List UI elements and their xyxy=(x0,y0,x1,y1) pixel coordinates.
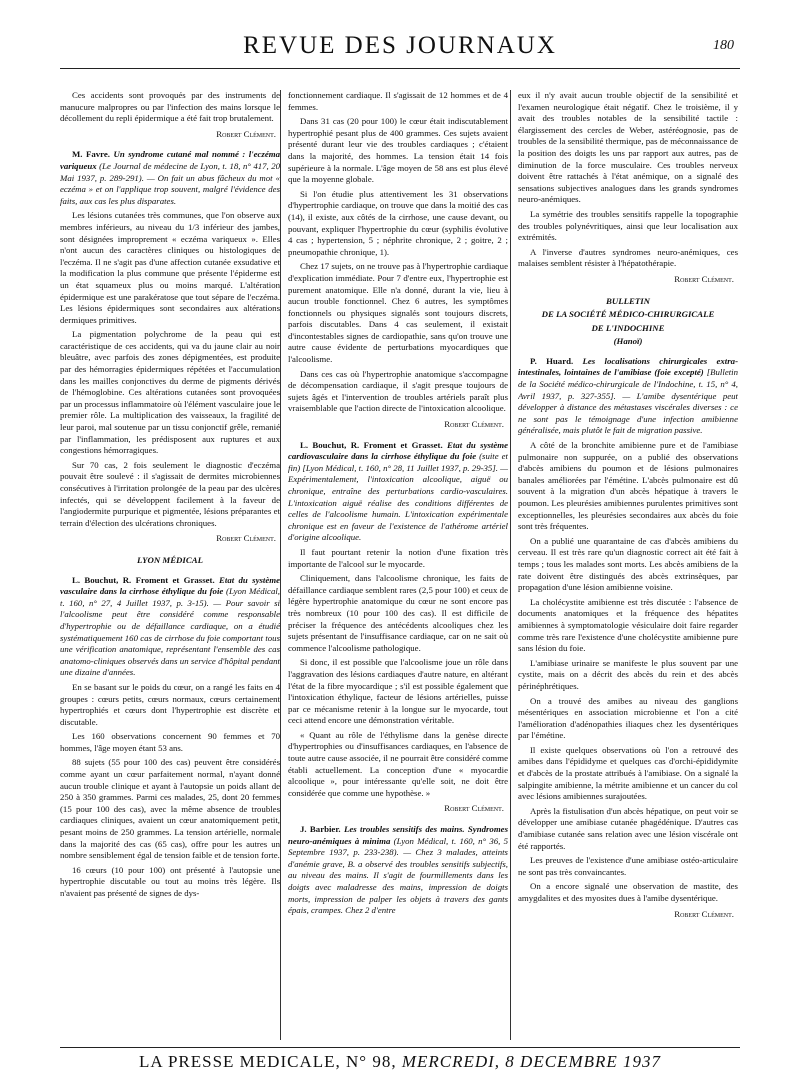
paragraph: Ces accidents sont provoqués par des instruments de manucure malpropres ou par l'infection des mains lorsque le décollement du repli épidermique a été fait trop brutalement. xyxy=(60,90,280,124)
article-author: L. Bouchut, R. Froment et Grasset. xyxy=(300,439,443,450)
article-reference: (Le Journal de médecine de Lyon, t. 18, n° 417, 20 Mai 1937, p. 289-291). — On fait un abus fâcheux du mot « eczéma » et on l'applique trop souvent, malgré l'évidence des faits, aux cas les plus disparates. xyxy=(60,160,280,206)
paragraph: On a trouvé des amibes au niveau des ganglions mésentériques en association microbienne et l'on a cité l'amélioration d'adénopathies iliaques chez les dysentériques par l'émétine. xyxy=(518,695,738,741)
footer-line xyxy=(60,1052,740,1072)
signature: Robert Clément. xyxy=(444,419,504,430)
footer-date: MERCREDI, 8 DECEMBRE 1937 xyxy=(401,1052,662,1071)
paragraph: A l'inverse d'autres syndromes neuro-anémiques, ces malaises semblent résister à l'hépatothérapie. xyxy=(518,246,738,269)
paragraph: Les preuves de l'existence d'une amibiase ostéo-articulaire ne sont pas très convaincantes. xyxy=(518,855,738,877)
paragraph: Cliniquement, dans l'alcoolisme chronique, les faits de défaillance cardiaque semblent rares (2,5 pour 100) et ceux de légère hypertrophie anatomique du cœur ne sont encore pas très nombreux (10 pour 100 des cas). Il est difficile de préciser la fréquence des antécédents alcooliques chez les sujets présentant de l'insuffisance cardiaque, car on ne sait où commence l'alcoolisme pathologique. xyxy=(288,573,508,653)
signature: Robert Clément. xyxy=(674,908,734,919)
paragraph: Après la fistulisation d'un abcès hépatique, on peut voir se développer une amibiase cutanée phagédénique. D'autres cas d'amibiase cutanée sans relation avec une lésion viscérale ont été rapportés. xyxy=(518,805,738,851)
article-author: M. Favre. xyxy=(72,149,111,160)
article-reference: (suite et fin) [Lyon Médical, t. 160, n° 28, 11 Juillet 1937, p. 29-35]. — Expérimentalement, l'intoxication alcoolique, aiguë ou chronique, entraîne des perturbations cardio-vasculaires. L'intoxication aiguë réalise des conditions différentes de celles de l'alcoolisme humain. L'intoxication expérimentale chronique est en faveur de l'existence de l'athérome artériel d'origine alcoolique. xyxy=(288,451,508,543)
paragraph: Il existe quelques observations où l'on a retrouvé des amibes dans l'épididyme et quelques cas d'orchi-épididymite et d'abcès de la prostate attribués à l'amibiase. On a signalé la salpingite amibienne, la métrite amibienne et un cancer du col avec lésions amibiennes surajoutées. xyxy=(518,744,738,802)
column-divider-1 xyxy=(280,90,281,1040)
bulletin-heading-city: (Hanoï) xyxy=(613,336,643,347)
article-author: J. Barbier. xyxy=(300,824,341,835)
bulletin-heading-region: DE L'INDOCHINE xyxy=(591,322,665,333)
column-3 xyxy=(518,90,738,1040)
column-divider-2 xyxy=(510,90,511,1040)
paragraph: 88 sujets (55 pour 100 des cas) peuvent être considérés comme ayant un cœur parfaitement normal, n'ayant donné aucun trouble clinique et ayant à l'autopsie un poids allant de 250 à 350 grammes. Parmi ces malades, 25, dont 20 femmes (15 pour 100 des cas), avec la même absence de troubles cardiaques cliniques, avaient un cœur anatomiquement petit, pesant moins de 250 grammes. La tension artérielle, normale dans la majorité des cas (65 cas), offre pour les autres un nombre sensiblement égal de tension faible et de tension forte. xyxy=(60,757,280,861)
article-favre xyxy=(60,149,280,207)
article-barbier xyxy=(288,824,508,917)
signature: Robert Clément. xyxy=(216,533,276,544)
paragraph: La symétrie des troubles sensitifs rappelle la topographie des troubles polynévritiques, ainsi que leur localisation aux extrémités. xyxy=(518,208,738,243)
paragraph: La cholécystite amibienne est très discutée : l'absence de documents anatomiques et la fréquence des hépatites amibiennes à symptomatologie vésiculaire doit faire regarder comme très rare l'existence d'une cholécystite amibienne pure sans lésion du foie. xyxy=(518,596,738,654)
journal-section-title: REVUE DES JOURNAUX xyxy=(243,32,557,59)
paragraph: Si donc, il est possible que l'alcoolisme joue un rôle dans l'aggravation des lésions cardiaques d'autre nature, en altérant l'état de la fibre myocardique ; s'il est possible également que l'intoxication éthylique, facteur de lésions artérielles, puisse par ce mécanisme retenir à la longue sur le myocarde, tout ceci attend encore une démonstration véritable. xyxy=(288,657,508,726)
article-author: L. Bouchut, R. Froment et Grasset. xyxy=(72,574,215,585)
paragraph: A côté de la bronchite amibienne pure et de l'amibiase pulmonaire non suppurée, on a publié des observations d'abcès amibiens du poumon et de lésions pulmonaires banales améliorées par l'émétine. L'abcès pulmonaire est dû souvent à la migration d'un abcès hépatique à travers le poumon. Les pleurésies amibiennes purulentes primitives sont exceptionnelles, les pleurésies secondaires aux abcès du foie sont très fréquentes. xyxy=(518,440,738,532)
signature: Robert Clément. xyxy=(674,273,734,284)
paragraph: En se basant sur le poids du cœur, on a rangé les faits en 4 groupes : cœurs petits, cœurs normaux, cœurs certainement hypertrophiés et cœurs dont l'hypertrophie est discrète et discutable. xyxy=(60,681,280,727)
article-bouchut xyxy=(60,575,280,679)
article-bouchut-suite xyxy=(288,440,508,544)
article-title: Etat du système vasculaire dans la cirrhose éthylique du foie xyxy=(60,574,280,597)
article-title: Les troubles sensitifs des mains. Syndromes neuro-anémiques à minima xyxy=(288,824,508,846)
paragraph: 16 cœurs (10 pour 100) ont présenté à l'autopsie une hypertrophie discutable ou tout au moins très légère. Ils n'avaient pas présenté de signes de dys- xyxy=(60,864,280,898)
paragraph: On a publié une quarantaine de cas d'abcès amibiens du cerveau. Il est très rare qu'un diagnostic correct ait été fait à temps ; tous les malades sont morts. Les abcès amibiens de la rate doivent être distingués des abcès extrinsèques, par propagation d'une lésion amibienne voisine. xyxy=(518,535,738,593)
paragraph: fonctionnement cardiaque. Il s'agissait de 12 hommes et de 4 femmes. xyxy=(288,90,508,112)
paragraph: La pigmentation polychrome de la peau qui est caractéristique de ces accidents, qui va du jaune clair au noir bleuâtre, avec parfois des zones dépigmentées, est produite par des hémorragies épidermiques répétées et l'accumulation dans les mailles conjonctives du derme de pigments dérivés de l'hémoglobine. Ces altérations cutanées sont provoquées par un processus inflammatoire où l'élément vasculaire joue le premier rôle. La multiplication des vaisseaux, la fragilité de leur paroi, mal soutenue par un tissu conjonctif grêle, remanié par l'inflammation, les prédisposent aux ruptures et aux congestions hémorragiques. xyxy=(60,329,280,456)
footer-journal: LA PRESSE MEDICALE, N° 98, xyxy=(138,1052,397,1071)
signature: Robert Clément. xyxy=(444,803,504,814)
paragraph: « Quant au rôle de l'éthylisme dans la genèse directe d'hypertrophies ou d'insuffisances cardiaques, en l'absence de toute autre cause associée, il ne pourrait être considéré comme établi actuellement. La conception d'une « myocardie alcoolique », pour intéressante qu'elle soit, ne doit être considérée que comme une hypothèse. » xyxy=(288,729,508,798)
article-title: Les localisations chirurgicales extra-intestinales, lointaines de l'amibiase (foie excepté) xyxy=(518,355,738,378)
paragraph: Dans 31 cas (20 pour 100) le cœur était indiscutablement hypertrophié pesant plus de 400 grammes. Ces sujets avaient présenté durant leur vie des troubles cardiaques ; c'étaient dans la majorité, des hommes. La tension était 14 fois supérieure à la normale. L'âge moyen de 58 ans est plus élevé que la moyenne globale. xyxy=(288,116,508,185)
paragraph: Dans ces cas où l'hypertrophie anatomique s'accompagne de décompensation cardiaque, il s'agit presque toujours de sujets âgés et l'intervention de troubles artériels paraît plus vraisemblable que l'action directe de l'intoxication alcoolique. xyxy=(288,368,508,414)
column-2 xyxy=(288,90,508,1040)
bulletin-heading-society: DE LA SOCIÉTÉ MÉDICO-CHIRURGICALE xyxy=(541,309,715,320)
header-rule xyxy=(60,68,740,69)
paragraph: eux il n'y avait aucun trouble objectif de la sensibilité et l'examen neurologique était négatif. Chez le troisième, il y avait des troubles notables de la sensibilité tactile : élargissement des cercles de Weber, astéréognosie, pas de troubles de la sensibilité thermique, pas de méconnaissance de la position des doigts les uns par rapport aux autres, pas de diminution de la force musculaire. Ces troubles nerveux doivent être rattachés à l'état anémique, on a signalé des sensations subjectives analogues dans les grands syndromes neuro-anémiques. xyxy=(518,90,738,205)
bulletin-heading: BULLETIN xyxy=(606,295,650,306)
page-header xyxy=(60,32,740,68)
page-number: 180 xyxy=(713,38,734,53)
paragraph: Il faut pourtant retenir la notion d'une fixation très importante de l'alcool sur le myocarde. xyxy=(288,546,508,569)
signature: Robert Clément. xyxy=(216,128,276,139)
paragraph: Les 160 observations concernent 90 femmes et 70 hommes, l'âge moyen étant 53 ans. xyxy=(60,731,280,753)
article-title: Etat du système cardiovasculaire dans la cirrhose éthylique du foie xyxy=(288,439,508,462)
column-1 xyxy=(60,90,280,1040)
article-huard xyxy=(518,356,738,437)
article-reference: (Lyon Médical, t. 160, n° 36, 5 Septembre 1937, p. 233-238). — Chez 3 malades, atteints d'anémie grave, B. a observé des troubles sensitifs subjectifs, au niveau des mains. Il s'agit de fourmillements dans les doigts avec maladresse des mains, impression de doigts morts, impression de palper les objets à travers des gants épais, crampes. Chez 2 d'entre xyxy=(288,835,508,916)
paragraph: Si l'on étudie plus attentivement les 31 observations d'hypertrophie cardiaque, on trouve que dans la moitié des cas (14), il existe, aux côtés de la cirrhose, une cause devant, ou pouvant, expliquer l'hypertrophie du cœur (syphilis évolutive 4 cas ; hypertension, 5 ; néphrite chronique, 2 ; goitre, 2 ; pneumopathie chronique, 1). xyxy=(288,188,508,257)
section-heading: LYON MÉDICAL xyxy=(137,554,203,565)
paragraph: On a encore signalé une observation de mastite, des amygdalites et des myosites dues à l'amibe dysentérique. xyxy=(518,881,738,903)
article-reference: [Bulletin de la Société médico-chirurgicale de l'Indochine, t. 15, n° 4, Avril 1937, p. 327-355]. — L'amibe dysentérique peut développer à distance des métastases viscérales diverses : ce ne sont pas le témoignage d'une infection amibienne généralisée, mais plutôt le fait de migration passive. xyxy=(518,367,738,436)
article-author: P. Huard. xyxy=(530,355,574,366)
paragraph: Sur 70 cas, 2 fois seulement le diagnostic d'eczéma pouvait être soulevé : il s'agissait de dermites microbiennes consécutives à l'irritation prolongée de la peau par des ulcères infectés, qui se développent facilement à la faveur de l'angiodermite purpurique et pigmentée, lésions préparantes et terrain d'élection des ulcérations chroniques. xyxy=(60,459,280,528)
article-reference: (Lyon Médical, t. 160, n° 27, 4 Juillet 1937, p. 3-15). — Pour savoir si l'alcoolisme peut être considéré comme responsable d'hypertrophie ou de défaillance cardiaque, on a étudié systématiquement 160 cas de cirrhose du foie comportant tous une vérification anatomique, représentant l'ensemble des cas anatomo-cliniques observés dans un service d'hôpital pendant une dizaine d'années. xyxy=(60,586,280,678)
page-footer xyxy=(60,1047,740,1072)
paragraph: L'amibiase urinaire se manifeste le plus souvent par une cystite, mais on a décrit des abcès du rein et des abcès périnéphrétiques. xyxy=(518,657,738,691)
paragraph: Les lésions cutanées très communes, que l'on observe aux membres inférieurs, au niveau du 1/3 inférieur des jambes, sont désignées improprement « eczéma variqueux ». Elles n'ont aucun des caractères cliniques ou histologiques de l'eczéma. Il ne s'agit pas d'une affection cutanée exsudative et la modification la plus commune que présente l'épiderme est un état squameux plus ou moins marqué. L'altération épidermique est une parakératose que tout sépare de l'eczéma. Les lésions épidermiques sont secondaires aux altérations dermiques primitives. xyxy=(60,210,280,325)
article-title: Un syndrome cutané mal nommé : l'eczéma variqueux xyxy=(60,149,280,171)
paragraph: Chez 17 sujets, on ne trouve pas à l'hypertrophie cardiaque d'explication immédiate. Pour 7 d'entre eux, l'hypertrophie est purement anatomique. Elle n'a donné, durant la vie, lieu à aucun trouble fonctionnel. Chez 6 autres, les symptômes fonctionnels ou physiques signalés sont toujours discrets, parfois discutables. Dans 4 cas seulement, il existait d'incontestables signes de cardiopathie, sans qu'on trouve une autre cause évidente de perturbations myocardiques que l'alcoolisme. xyxy=(288,261,508,365)
